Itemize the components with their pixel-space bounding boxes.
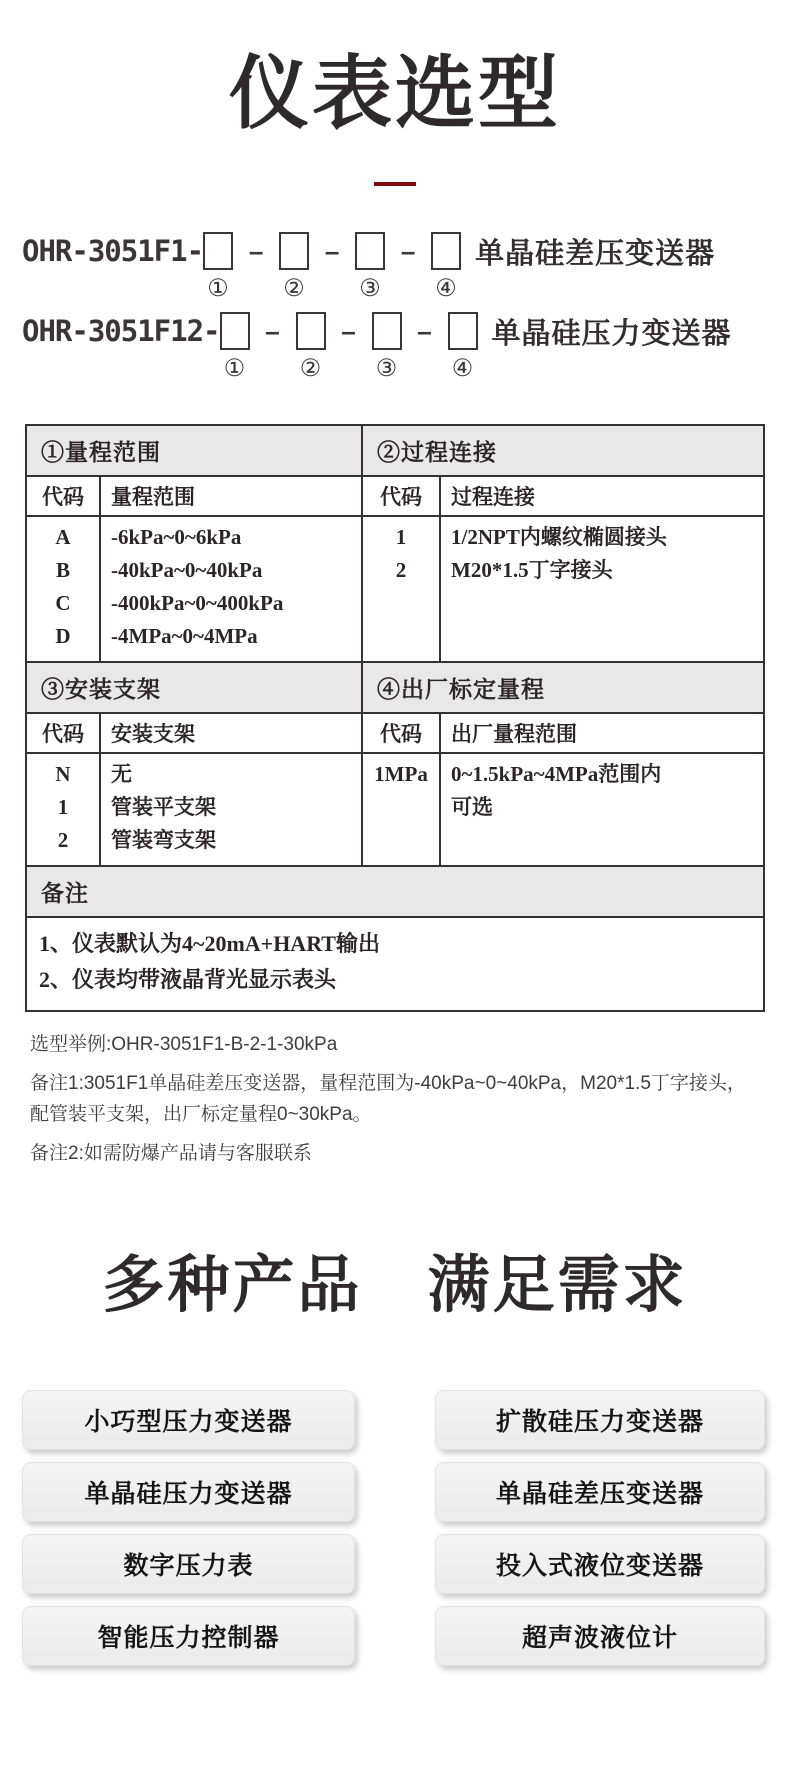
value-header: 过程连接 [440,476,764,516]
model-code-box-1 [220,312,250,350]
section-header-bracket: ③安装支架 [26,662,362,713]
model-pattern-row [22,310,790,352]
page-title: 仪表选型 [229,49,561,138]
value-header: 安装支架 [100,713,362,753]
range-codes [26,516,100,662]
circled-number-2: ② [299,355,322,382]
circled-number-4: ④ [435,275,457,302]
selection-table [25,424,765,1012]
product-button[interactable]: 投入式液位变送器 [435,1534,765,1594]
title-accent-dash [374,182,416,186]
calibrated-range-values [440,753,764,866]
table-subheader-row [26,476,764,516]
table-subheader-row [26,713,764,753]
model-prefix: OHR-3051F1- [22,234,204,268]
circled-number-2: ② [283,275,305,302]
empty-box [448,312,478,350]
code-header: 代码 [26,713,100,753]
table-section-header-row [26,662,764,713]
code-header: 代码 [362,476,440,516]
section-header-calibrated-range: ④出厂标定量程 [362,662,764,713]
value-cell: 可选 [451,795,493,819]
model-code-box-2 [296,312,326,350]
bracket-values [100,753,362,866]
notes-header-row [26,866,764,917]
value-cell: -6kPa~0~6kPa [111,525,242,549]
circled-number-3: ③ [375,355,398,382]
model-product-name: 单晶硅差压变送器 [475,237,716,270]
bracket-codes [26,753,100,866]
model-code-box-3 [355,232,385,270]
value-header: 出厂量程范围 [440,713,764,753]
code-cell: C [55,591,71,615]
note-line-2: 2、仪表均带液晶背光显示表头 [39,967,337,992]
calibrated-range-codes [362,753,440,866]
code-header: 代码 [362,713,440,753]
value-cell: M20*1.5丁字接头 [451,558,613,582]
range-values [100,516,362,662]
note-line-1: 1、仪表默认为4~20mA+HART输出 [39,931,380,956]
value-cell: -400kPa~0~400kPa [111,591,284,615]
value-cell: 管装平支架 [111,795,216,819]
notes-header: 备注 [26,866,764,917]
table-section-header-row [26,425,764,476]
product-button[interactable]: 扩散硅压力变送器 [435,1390,765,1450]
product-button[interactable]: 智能压力控制器 [22,1606,355,1666]
model-code-box-4 [448,312,478,350]
model-pattern-row [22,230,790,272]
code-cell: A [55,525,71,549]
model-code-box-2 [279,232,309,270]
remark-2: 备注2:如需防爆产品请与客服联系 [30,1143,312,1165]
empty-box [279,232,309,270]
empty-box [203,232,233,270]
empty-box [355,232,385,270]
code-cell: 2 [57,828,69,852]
empty-box [431,232,461,270]
model-code-box-4 [431,232,461,270]
model-line-differential [22,230,790,304]
section-header-range: ①量程范围 [26,425,362,476]
section-header-process-connection: ②过程连接 [362,425,764,476]
model-prefix: OHR-3051F12- [22,314,220,348]
value-cell: 管装弯支架 [111,828,216,852]
connection-values [440,516,764,662]
separator-dash: – [341,315,356,346]
model-code-box-3 [372,312,402,350]
code-cell: 1MPa [374,762,428,786]
empty-box [220,312,250,350]
circled-number-3: ③ [359,275,381,302]
empty-box [372,312,402,350]
selection-example-section [30,1030,760,1170]
value-cell: 0~1.5kPa~4MPa范围内 [451,762,662,786]
code-header: 代码 [26,476,100,516]
product-grid [22,1390,768,1666]
position-markers-row [22,352,790,384]
separator-dash: – [324,235,340,266]
product-button[interactable]: 单晶硅差压变送器 [435,1462,765,1522]
product-button[interactable]: 数字压力表 [22,1534,355,1594]
value-cell: -4MPa~0~4MPa [111,624,258,648]
notes-cell [26,917,764,1011]
connection-codes [362,516,440,662]
value-cell: -40kPa~0~40kPa [111,558,263,582]
code-cell: B [55,558,70,582]
separator-dash: – [400,235,416,266]
value-cell: 无 [111,762,132,786]
circled-number-4: ④ [451,355,474,382]
separator-dash: – [417,315,432,346]
product-button[interactable]: 单晶硅压力变送器 [22,1462,355,1522]
table-data-row [26,516,764,662]
position-markers-row [22,272,790,304]
model-code-box-1 [203,232,233,270]
model-line-gauge [22,310,790,384]
value-header: 量程范围 [100,476,362,516]
model-product-name: 单晶硅压力变送器 [491,317,732,350]
product-button[interactable]: 小巧型压力变送器 [22,1390,355,1450]
code-cell: 1 [395,525,407,549]
empty-box [296,312,326,350]
separator-dash: – [265,315,280,346]
code-cell: 1 [57,795,69,819]
product-button[interactable]: 超声波液位计 [435,1606,765,1666]
example-line: 选型举例:OHR-3051F1-B-2-1-30kPa [30,1034,338,1055]
separator-dash: – [248,235,264,266]
code-cell: D [55,624,71,648]
remark-1: 备注1:3051F1单晶硅差压变送器，量程范围为-40kPa~0~40kPa，M20*1.5丁字接头，配管装平支架，出厂标定量程0~30kPa。 [30,1073,746,1125]
value-cell: 1/2NPT内螺纹椭圆接头 [451,525,667,549]
model-number-section [22,230,790,384]
products-heading: 多种产品 满足需求 [102,1250,688,1320]
circled-number-1: ① [207,275,229,302]
notes-row [26,917,764,1011]
circled-number-1: ① [223,355,246,382]
code-cell: N [55,762,71,786]
table-data-row [26,753,764,866]
code-cell: 2 [395,558,407,582]
